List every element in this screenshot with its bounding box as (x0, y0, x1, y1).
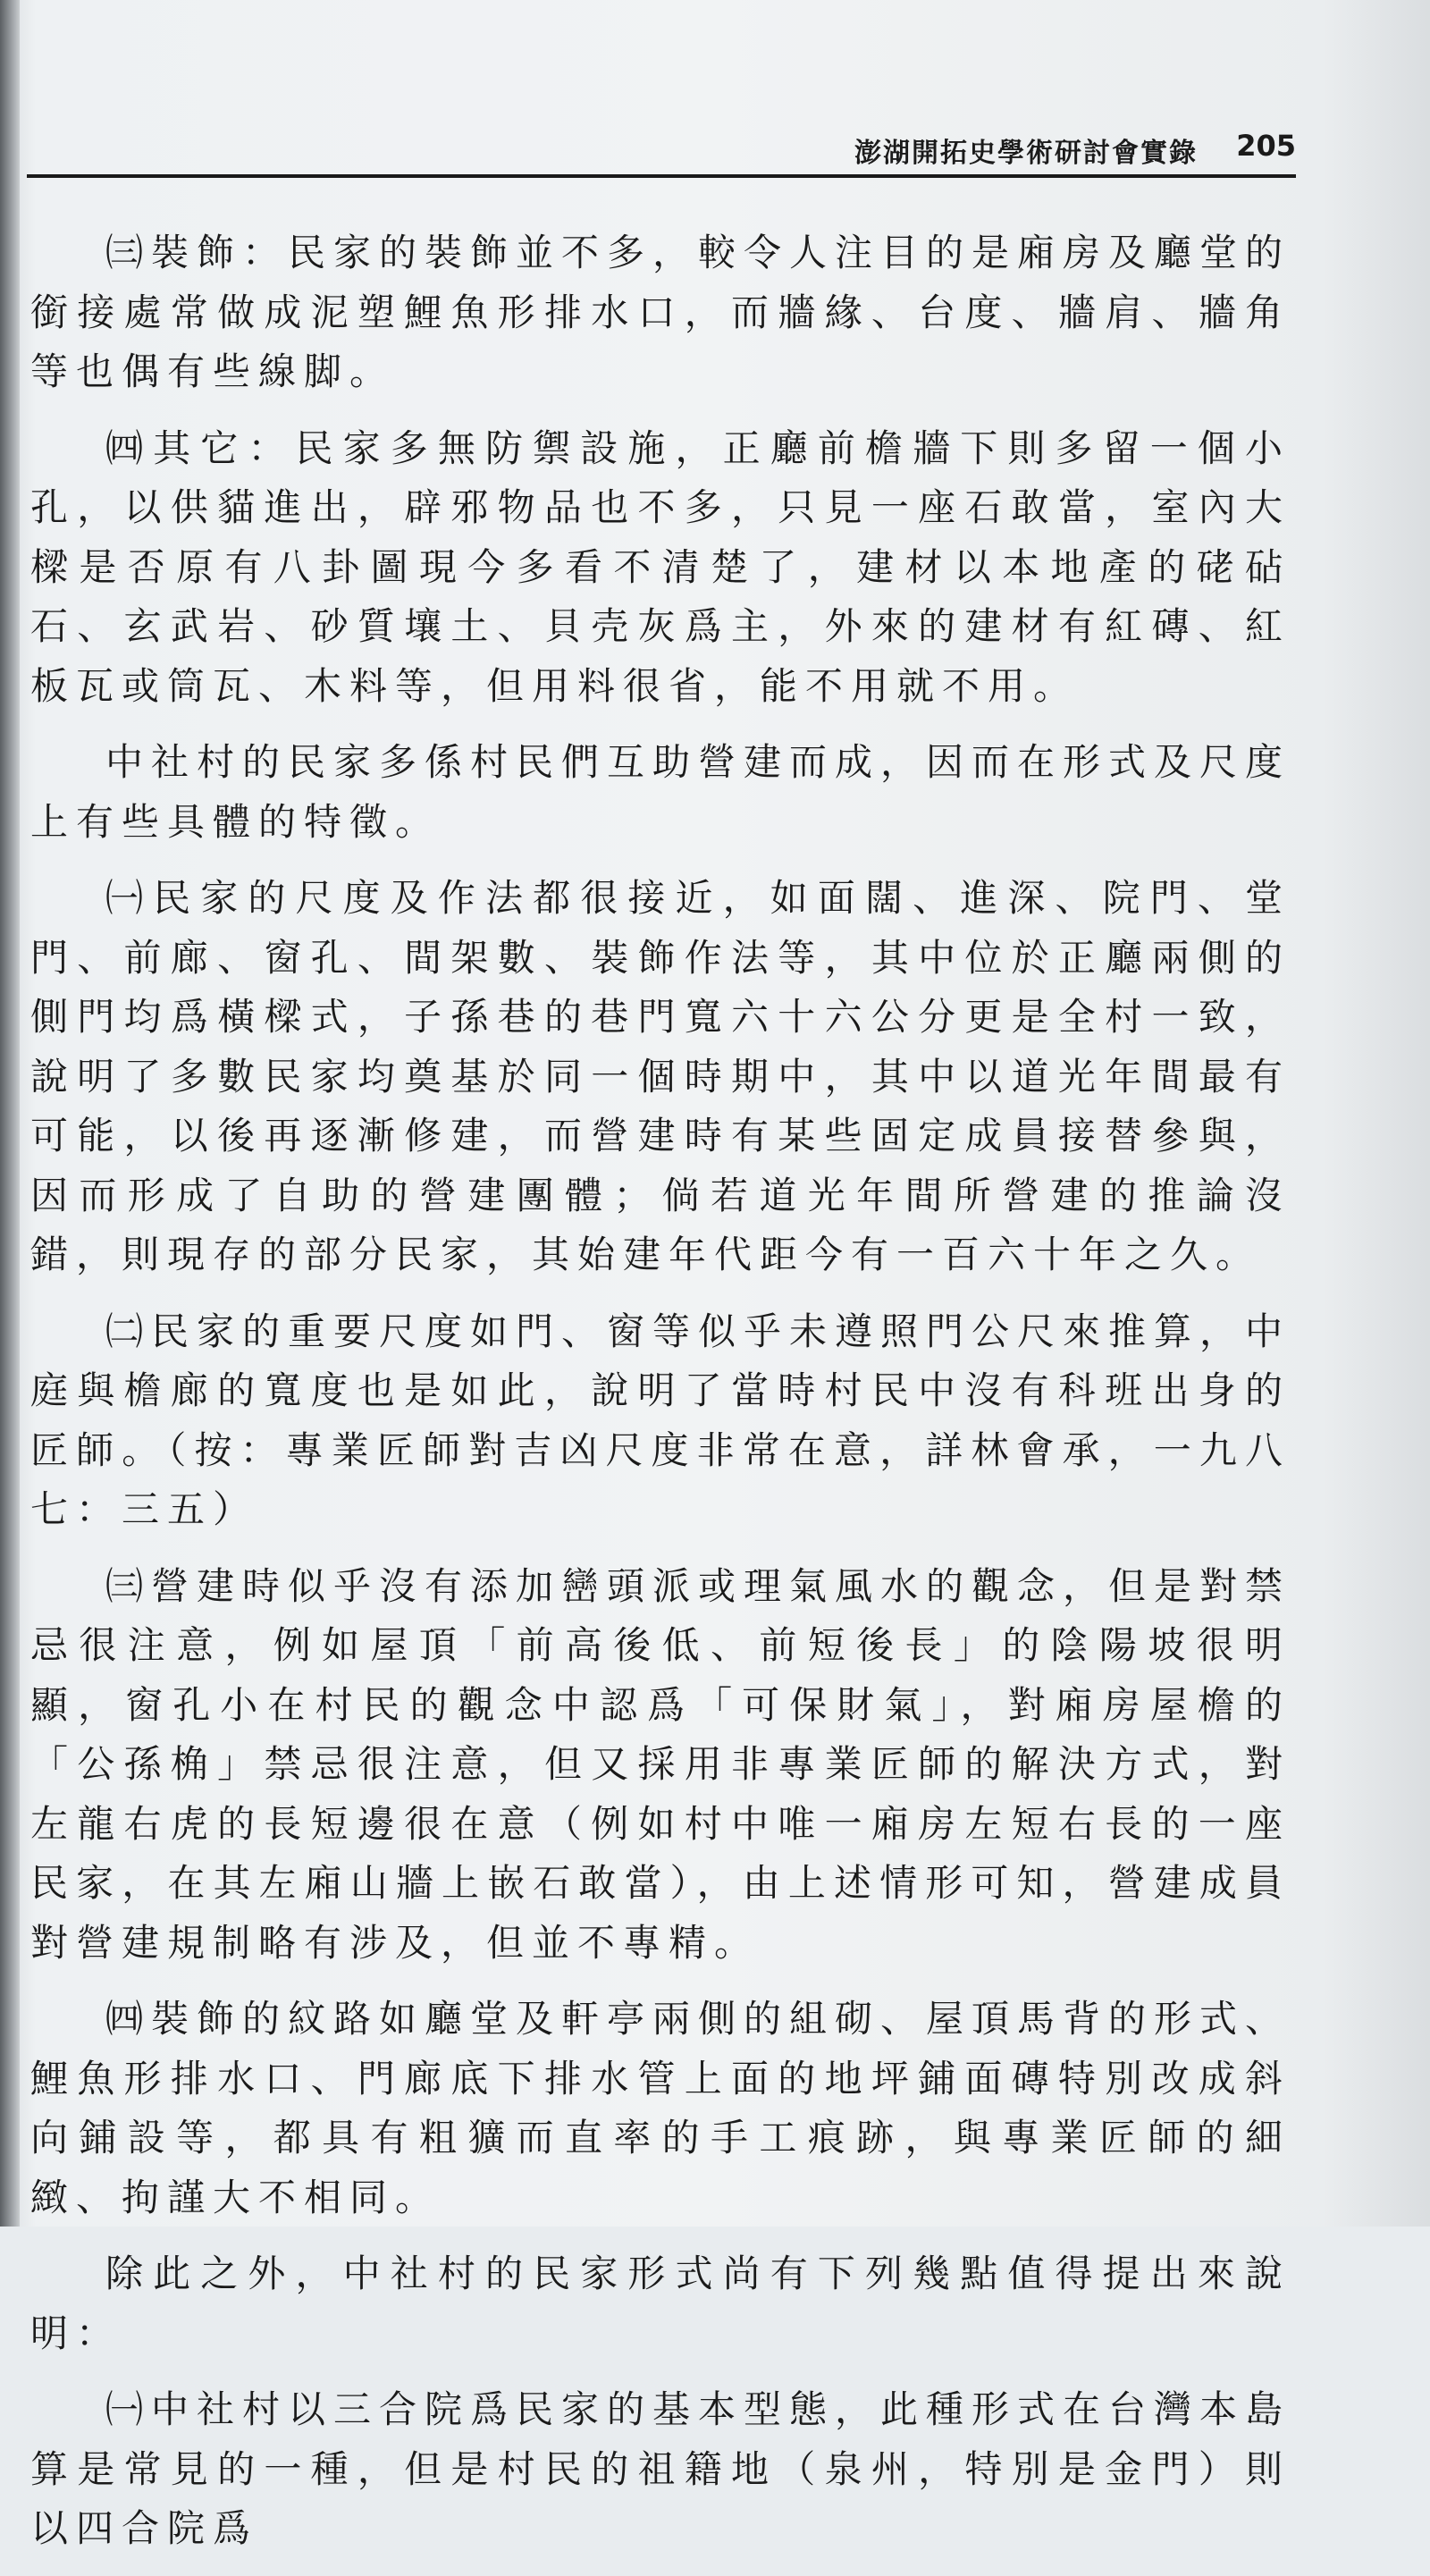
paragraph-point-1-dimensions: ㈠民家的尺度及作法都很接近，如面闊、進深、院門、堂門、前廊、窗孔、間架數、裝飾作法等，其中位於正廳兩側的側門均爲橫樑式，子孫巷的巷門寬六十六公分更是全村一致，說明了多數民家均奠基於同一個時期中，其中以道光年間最有可能，以後再逐漸修建，而營建時有某些固定成員接替參與，因而形成了自助的營建團體；倘若道光年間所營建的推論沒錯，則現存的部分民家，其始建年代距今有一百六十年之久。 (30, 876, 1291, 1276)
paragraph-three-courtyard: ㈠中社村以三合院爲民家的基本型態，此種形式在台灣本島算是常見的一種，但是村民的祖籍地（泉州，特別是金門）則以四合院爲 (30, 2387, 1291, 2550)
body-text (30, 223, 1291, 2576)
paragraph-village-houses: 中社村的民家多係村民們互助營建而成，因而在形式及尺度上有些具體的特徵。 (30, 740, 1291, 844)
paragraph-point-3-taboos: ㈢營建時似乎沒有添加巒頭派或理氣風水的觀念，但是對禁忌很注意，例如屋頂「前高後低、前短後長」的陰陽坡很明顯，窗孔小在村民的觀念中認爲「可保財氣」，對廂房屋檐的「公孫桷」禁忌很注意，但又採用非專業匠師的解決方式，對左龍右虎的長短邊很在意（例如村中唯一廂房左短右長的一座民家，在其左廂山牆上嵌石敢當），由上述情形可知，營建成員對營建規制略有涉及，但並不專精。 (30, 1563, 1291, 1965)
running-header (27, 125, 1296, 170)
running-header-title: 澎湖開拓史學術研討會實錄 (854, 138, 1198, 169)
page-edge-shading (1323, 0, 1430, 2227)
paragraph-others: ㈣其它：民家多無防禦設施，正廳前檐牆下則多留一個小孔，以供貓進出，辟邪物品也不多，只見一座石敢當，室內大樑是否原有八卦圖現今多看不清楚了，建材以本地產的硓砧石、玄武岩、砂質壤土、貝壳灰爲主，外來的建材有紅磚、紅板瓦或筒瓦、木料等，但用料很省，能不用就不用。 (30, 425, 1291, 708)
paragraph-point-4-ornament: ㈣裝飾的紋路如廳堂及軒亭兩側的組砌、屋頂馬背的形式、鯉魚形排水口、門廊底下排水管上面的地坪鋪面磚特別改成斜向鋪設等，都具有粗獷而直率的手工痕跡，與專業匠師的細緻、拘謹大不相同。 (30, 1997, 1291, 2219)
page-number: 205 (1236, 129, 1296, 163)
paragraph-point-2-measurements: ㈡民家的重要尺度如門、窗等似乎未遵照門公尺來推算，中庭與檐廊的寬度也是如此，說明了當時村民中沒有科班出身的匠師。（按：專業匠師對吉凶尺度非常在意，詳林會承，一九八七：三五） (30, 1309, 1291, 1531)
paragraph-additional-intro: 除此之外，中社村的民家形式尚有下列幾點值得提出來說明： (30, 2252, 1291, 2355)
header-rule (27, 174, 1296, 178)
paragraph-decoration: ㈢裝飾：民家的裝飾並不多，較令人注目的是廂房及廳堂的銜接處常做成泥塑鯉魚形排水口，而牆緣、台度、牆肩、牆角等也偶有些線脚。 (30, 231, 1291, 393)
binding-shadow (0, 0, 20, 2227)
